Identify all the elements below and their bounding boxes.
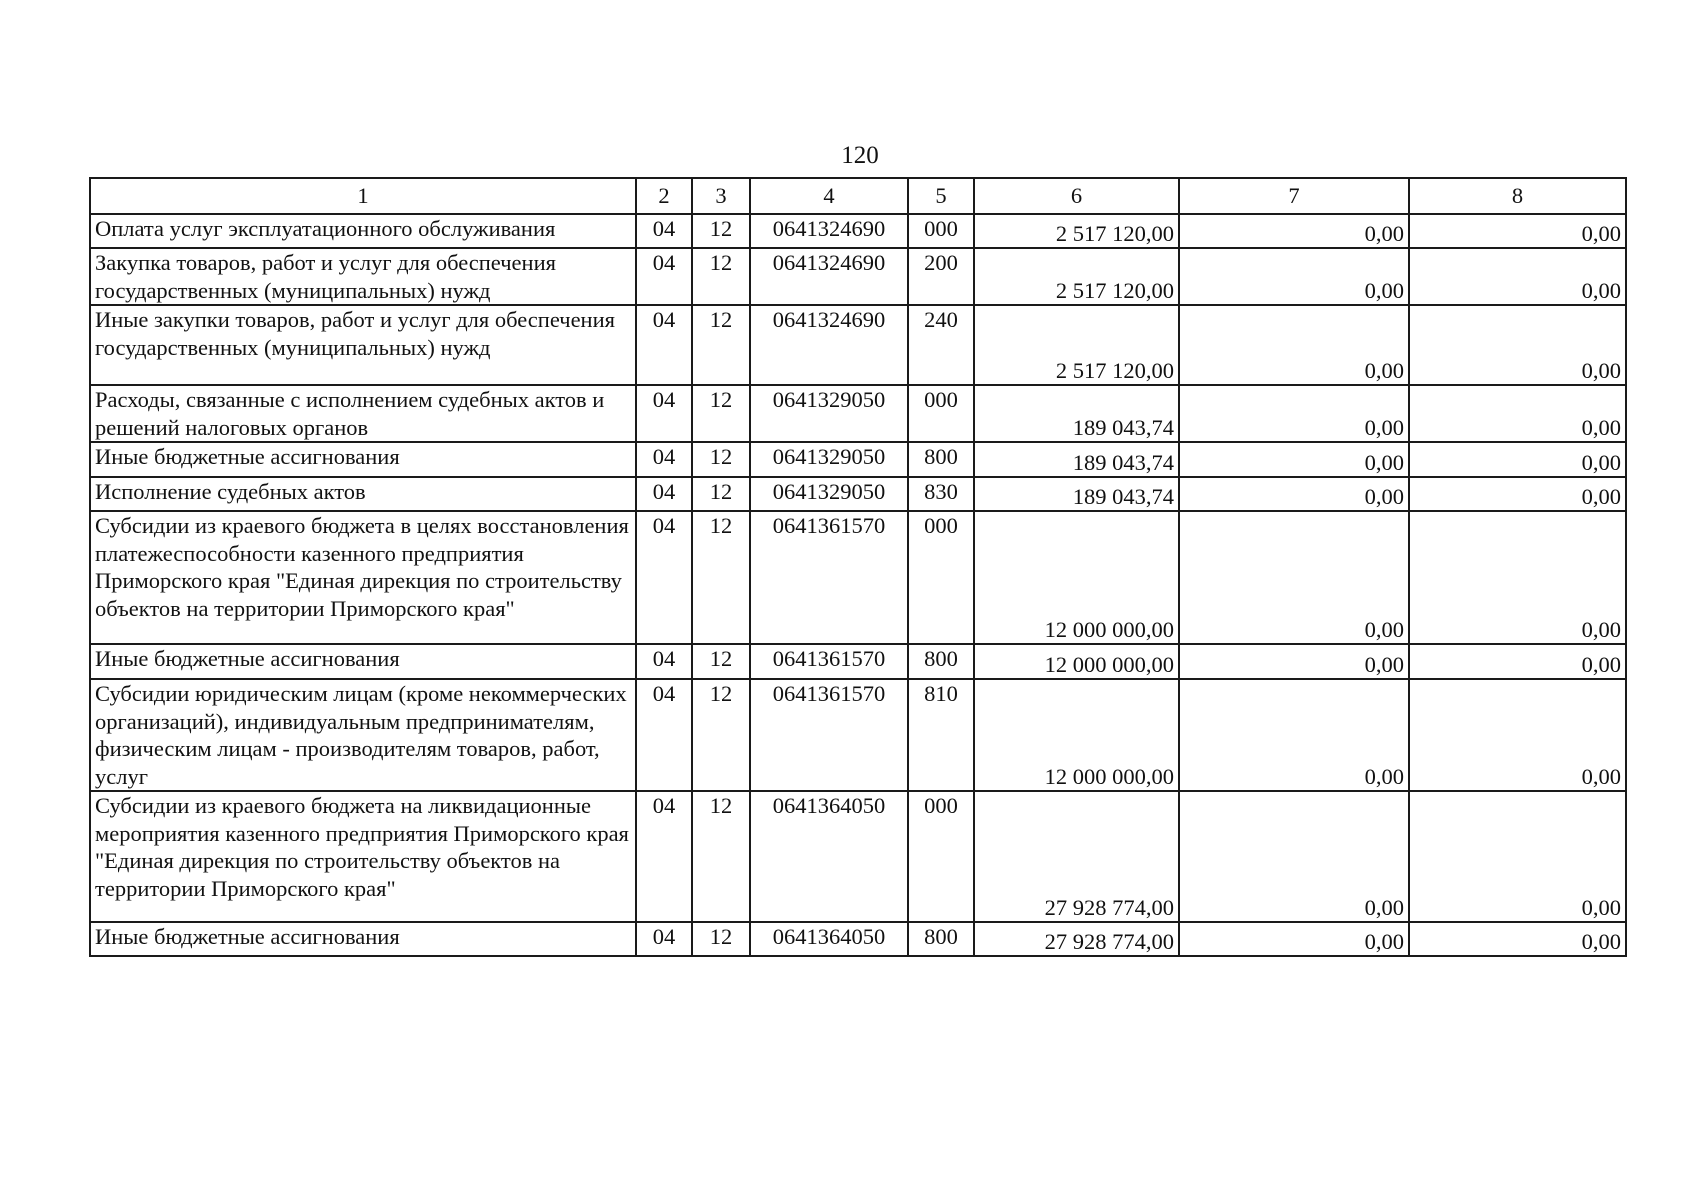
row-name: Субсидии юридическим лицам (кроме некоммерческих организаций), индивидуальным предпринимателям, физическим лицам - производителям товаров, работ, услуг xyxy=(90,679,636,791)
amount-column-7: 0,00 xyxy=(1179,214,1409,248)
expense-type-code: 810 xyxy=(908,679,974,791)
amount-column-7: 0,00 xyxy=(1179,442,1409,477)
amount-column-8: 0,00 xyxy=(1409,442,1626,477)
target-article-code: 0641324690 xyxy=(750,248,908,305)
amount-column-8: 0,00 xyxy=(1409,214,1626,248)
row-name: Иные бюджетные ассигнования xyxy=(90,644,636,679)
target-article-code: 0641329050 xyxy=(750,442,908,477)
section-code: 04 xyxy=(636,922,692,956)
row-name: Расходы, связанные с исполнением судебных актов и решений налоговых органов xyxy=(90,385,636,442)
expense-type-code: 000 xyxy=(908,385,974,442)
column-header-3: 3 xyxy=(692,178,750,214)
table-row xyxy=(90,442,1626,477)
section-code: 04 xyxy=(636,644,692,679)
target-article-code: 0641329050 xyxy=(750,385,908,442)
subsection-code: 12 xyxy=(692,477,750,511)
amount-column-8: 0,00 xyxy=(1409,305,1626,385)
amount-column-8: 0,00 xyxy=(1409,922,1626,956)
expense-type-code: 200 xyxy=(908,248,974,305)
row-name: Иные бюджетные ассигнования xyxy=(90,922,636,956)
expense-type-code: 800 xyxy=(908,922,974,956)
amount-column-7: 0,00 xyxy=(1179,305,1409,385)
target-article-code: 0641364050 xyxy=(750,791,908,922)
table-row xyxy=(90,248,1626,305)
amount-column-7: 0,00 xyxy=(1179,385,1409,442)
column-header-5: 5 xyxy=(908,178,974,214)
amount-column-8: 0,00 xyxy=(1409,644,1626,679)
row-name: Оплата услуг эксплуатационного обслуживания xyxy=(90,214,636,248)
column-header-2: 2 xyxy=(636,178,692,214)
page-number: 120 xyxy=(841,142,879,169)
amount-column-7: 0,00 xyxy=(1179,791,1409,922)
table-row xyxy=(90,385,1626,442)
amount-column-7: 0,00 xyxy=(1179,477,1409,511)
target-article-code: 0641324690 xyxy=(750,214,908,248)
expense-type-code: 800 xyxy=(908,644,974,679)
column-header-1: 1 xyxy=(90,178,636,214)
amount-column-7: 0,00 xyxy=(1179,511,1409,644)
amount-column-6: 2 517 120,00 xyxy=(974,305,1179,385)
table-row xyxy=(90,214,1626,248)
amount-column-8: 0,00 xyxy=(1409,385,1626,442)
expense-type-code: 800 xyxy=(908,442,974,477)
column-header-4: 4 xyxy=(750,178,908,214)
table-row xyxy=(90,679,1626,791)
amount-column-6: 12 000 000,00 xyxy=(974,511,1179,644)
section-code: 04 xyxy=(636,385,692,442)
table-row xyxy=(90,791,1626,922)
subsection-code: 12 xyxy=(692,442,750,477)
table-row xyxy=(90,644,1626,679)
amount-column-6: 189 043,74 xyxy=(974,442,1179,477)
amount-column-7: 0,00 xyxy=(1179,679,1409,791)
row-name: Субсидии из краевого бюджета в целях восстановления платежеспособности казенного предприятия Приморского края "Единая дирекция по строительству объектов на территории Приморского края" xyxy=(90,511,636,644)
amount-column-6: 189 043,74 xyxy=(974,385,1179,442)
budget-table xyxy=(89,177,1627,957)
target-article-code: 0641324690 xyxy=(750,305,908,385)
row-name: Субсидии из краевого бюджета на ликвидационные мероприятия казенного предприятия Приморского края "Единая дирекция по строительству объектов на территории Приморского края" xyxy=(90,791,636,922)
row-name: Закупка товаров, работ и услуг для обеспечения государственных (муниципальных) нужд xyxy=(90,248,636,305)
row-name: Иные бюджетные ассигнования xyxy=(90,442,636,477)
section-code: 04 xyxy=(636,305,692,385)
amount-column-7: 0,00 xyxy=(1179,922,1409,956)
amount-column-6: 2 517 120,00 xyxy=(974,248,1179,305)
amount-column-7: 0,00 xyxy=(1179,248,1409,305)
section-code: 04 xyxy=(636,214,692,248)
target-article-code: 0641361570 xyxy=(750,511,908,644)
amount-column-8: 0,00 xyxy=(1409,679,1626,791)
subsection-code: 12 xyxy=(692,248,750,305)
amount-column-8: 0,00 xyxy=(1409,791,1626,922)
table-row xyxy=(90,477,1626,511)
subsection-code: 12 xyxy=(692,679,750,791)
amount-column-8: 0,00 xyxy=(1409,511,1626,644)
target-article-code: 0641361570 xyxy=(750,679,908,791)
subsection-code: 12 xyxy=(692,922,750,956)
amount-column-6: 189 043,74 xyxy=(974,477,1179,511)
expense-type-code: 000 xyxy=(908,791,974,922)
column-header-6: 6 xyxy=(974,178,1179,214)
section-code: 04 xyxy=(636,791,692,922)
target-article-code: 0641364050 xyxy=(750,922,908,956)
subsection-code: 12 xyxy=(692,511,750,644)
section-code: 04 xyxy=(636,477,692,511)
subsection-code: 12 xyxy=(692,385,750,442)
row-name: Иные закупки товаров, работ и услуг для обеспечения государственных (муниципальных) нужд xyxy=(90,305,636,385)
expense-type-code: 000 xyxy=(908,511,974,644)
section-code: 04 xyxy=(636,511,692,644)
row-name: Исполнение судебных актов xyxy=(90,477,636,511)
subsection-code: 12 xyxy=(692,305,750,385)
table-header-row xyxy=(90,178,1626,214)
table-row xyxy=(90,305,1626,385)
subsection-code: 12 xyxy=(692,644,750,679)
column-header-8: 8 xyxy=(1409,178,1626,214)
amount-column-7: 0,00 xyxy=(1179,644,1409,679)
amount-column-6: 12 000 000,00 xyxy=(974,679,1179,791)
target-article-code: 0641361570 xyxy=(750,644,908,679)
section-code: 04 xyxy=(636,442,692,477)
amount-column-6: 2 517 120,00 xyxy=(974,214,1179,248)
expense-type-code: 000 xyxy=(908,214,974,248)
table-row xyxy=(90,511,1626,644)
amount-column-6: 27 928 774,00 xyxy=(974,922,1179,956)
expense-type-code: 830 xyxy=(908,477,974,511)
amount-column-6: 27 928 774,00 xyxy=(974,791,1179,922)
amount-column-8: 0,00 xyxy=(1409,248,1626,305)
amount-column-8: 0,00 xyxy=(1409,477,1626,511)
table-row xyxy=(90,922,1626,956)
subsection-code: 12 xyxy=(692,214,750,248)
amount-column-6: 12 000 000,00 xyxy=(974,644,1179,679)
expense-type-code: 240 xyxy=(908,305,974,385)
section-code: 04 xyxy=(636,248,692,305)
target-article-code: 0641329050 xyxy=(750,477,908,511)
section-code: 04 xyxy=(636,679,692,791)
subsection-code: 12 xyxy=(692,791,750,922)
column-header-7: 7 xyxy=(1179,178,1409,214)
